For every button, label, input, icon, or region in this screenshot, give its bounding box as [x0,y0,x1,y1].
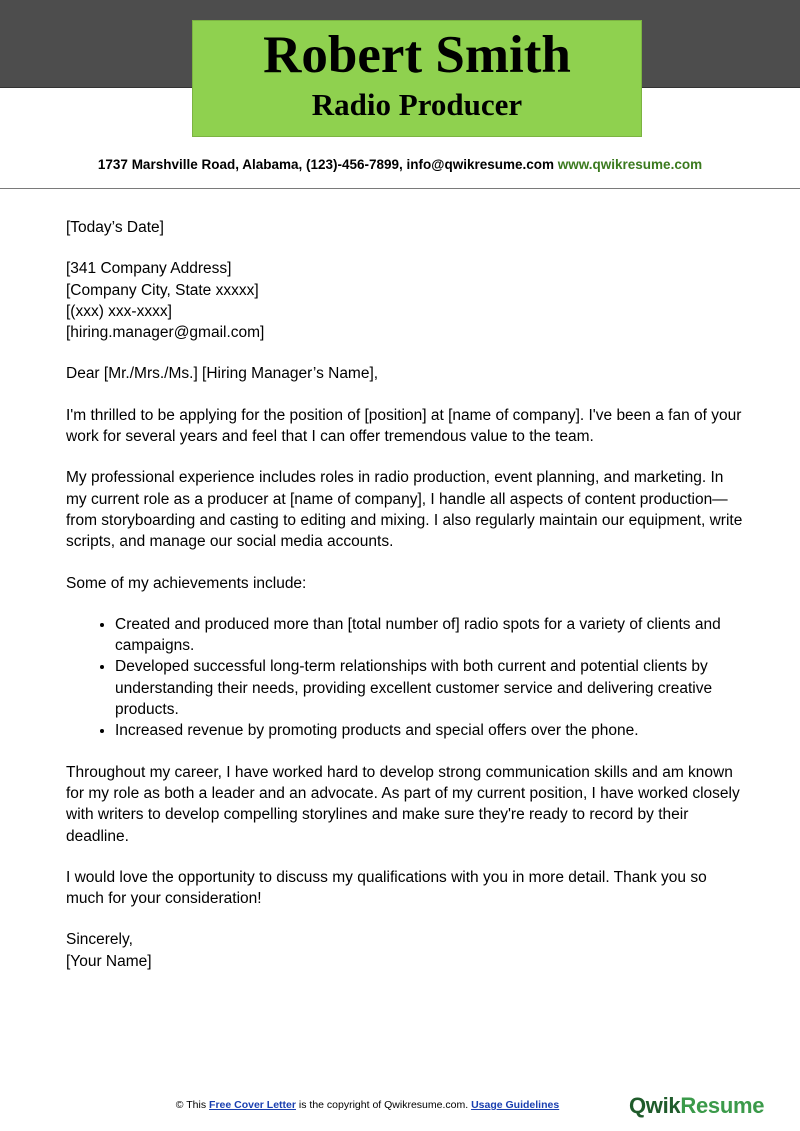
logo-part-qwik: Qwik [629,1093,681,1118]
letter-body [66,217,746,972]
copyright-prefix: © This [175,1099,207,1111]
address-line: [hiring.manager@gmail.com] [66,324,265,342]
name-banner [192,20,642,137]
letter-date: [Today’s Date] [66,219,164,236]
signature-name: [Your Name] [66,952,152,970]
copyright-text: is the copyright of Qwikresume.com. [298,1099,469,1111]
qwikresume-logo [629,1093,764,1119]
paragraph-experience: My professional experience includes roles in radio production, event planning, and marketing. In my current role as a producer at [name of company], I handle all aspects of content production—from storyboarding and casting to editing and mixing. I also regularly maintain our equipment, write scripts, and manage our social media accounts. [66,469,743,551]
signoff: Sincerely, [66,931,133,949]
address-line: [341 Company Address] [66,260,232,278]
copyright-notice [0,1099,735,1111]
paragraph-thanks: I would love the opportunity to discuss my qualifications with you in more detail. Thank you so much for your consideration! [66,868,707,908]
free-cover-letter-link[interactable]: Free Cover Letter [209,1099,296,1111]
address-line: [(xxx) xxx-xxxx] [66,302,172,320]
usage-guidelines-link[interactable]: Usage Guidelines [471,1099,560,1111]
recipient-address [66,258,746,343]
logo-part-resume: Resume [680,1093,765,1118]
candidate-name: Robert Smith [263,26,571,84]
address-line: [Company City, State xxxxx] [66,281,259,299]
salutation: Dear [Mr./Mrs./Ms.] [Hiring Manager’s Name], [66,365,379,383]
contact-details: 1737 Marshville Road, Alabama, (123)-456-7899, info@qwikresume.com [97,157,555,172]
list-item: • Created and produced more than [total number of] radio spots for a variety of clients and campaigns. [115,614,746,657]
paragraph-career: Throughout my career, I have worked hard to develop strong communication skills and am known for my role as both a leader and an advocate. As part of my current position, I have worked closely with writers to develop compelling storylines and make sure they're ready to record by their deadline. [66,763,740,845]
list-item: • Increased revenue by promoting products and special offers over the phone. [115,720,746,741]
list-item: • Developed successful long-term relationships with both current and potential clients by understanding their needs, providing excellent customer service and delivering creative products. [115,656,746,720]
website-link[interactable]: www.qwikresume.com [557,157,703,172]
achievements-intro: Some of my achievements include: [66,574,307,592]
contact-line [0,157,800,172]
achievements-list [66,614,746,742]
job-title: Radio Producer [311,87,523,122]
paragraph-intro: I'm thrilled to be applying for the position of [position] at [name of company]. I've been a fan of your work for several years and feel that I can offer tremendous value to the team. [66,406,742,446]
header-divider [0,188,800,189]
signature-block [66,929,746,972]
